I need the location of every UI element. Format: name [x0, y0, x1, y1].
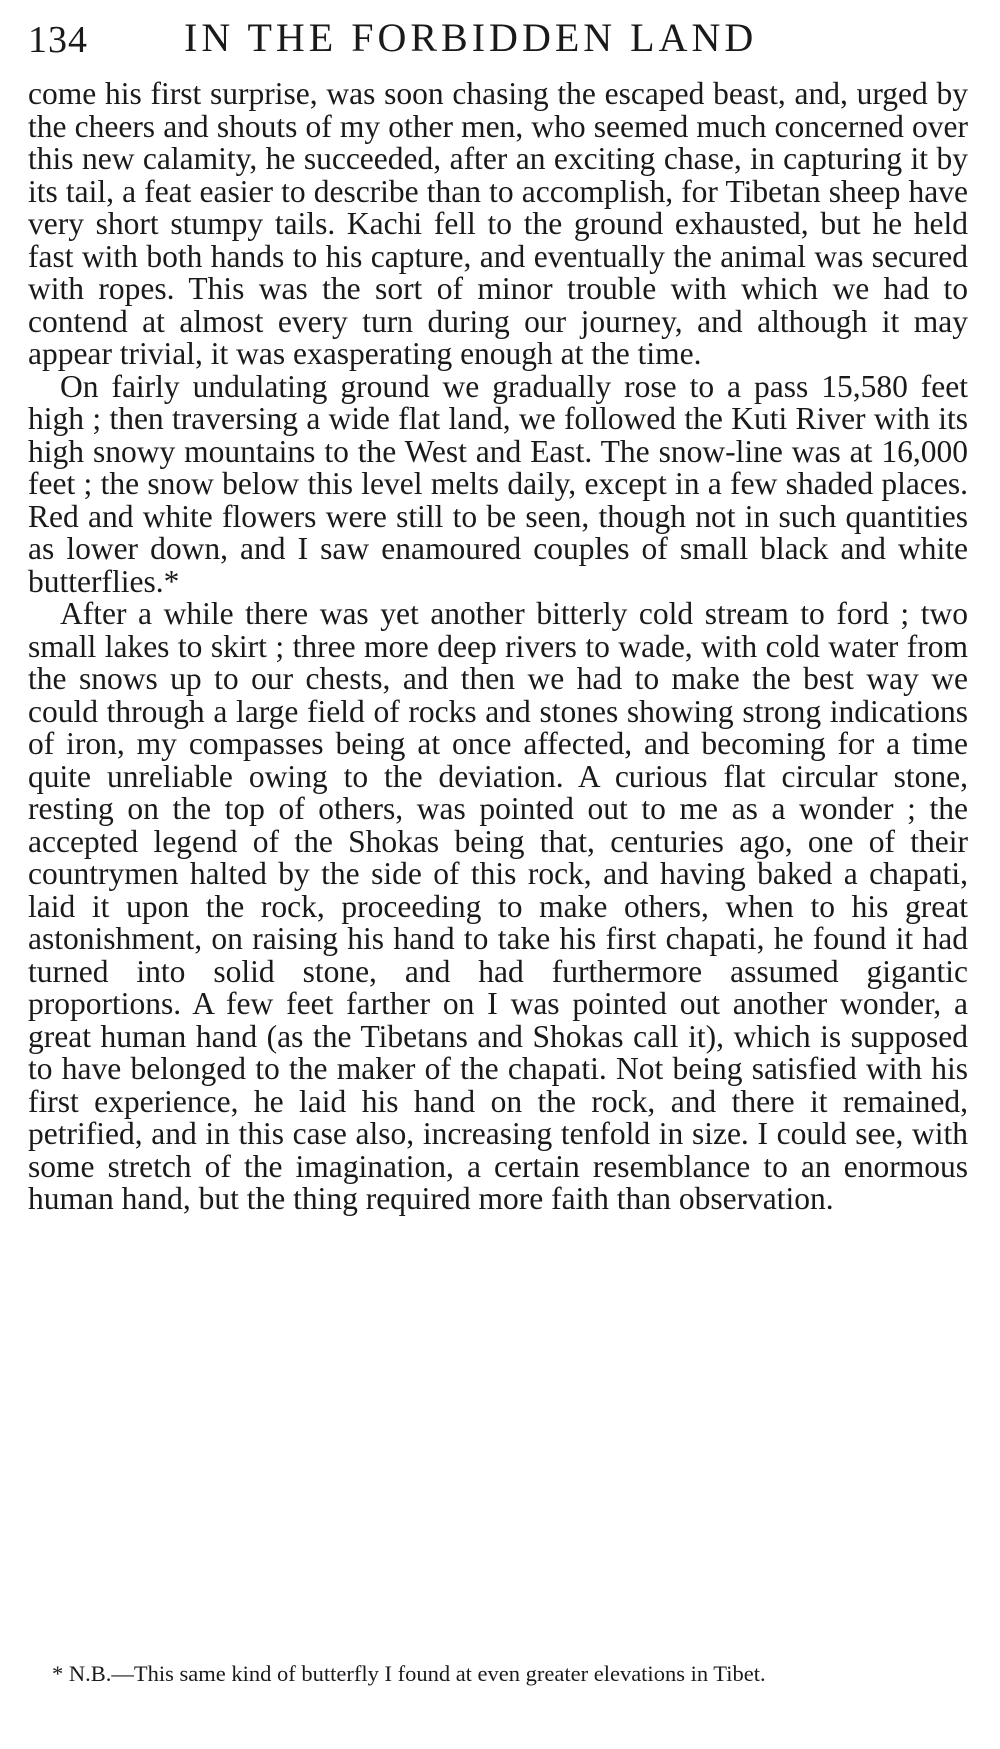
running-head: IN THE FORBIDDEN LAND	[184, 15, 758, 60]
paragraph: On fairly undulating ground we gradually rose to a pass 15,580 feet high ; then traversing a wide flat land, we followed the Kuti River with its high snowy mountains to the West and East. The snow-line was at 16,000 feet ; the snow below this level melts daily, except in a few shaded places. Red and white flowers were still to be seen, though not in such quantities as lower down, and I saw enamoured couples of small black and white butterflies.*	[28, 368, 968, 599]
paragraph: come his first surprise, was soon chasing the escaped beast, and, urged by the cheers and shouts of my other men, who seemed much concerned over this new calamity, he succeeded, after an exciting chase, in capturing it by its tail, a feat easier to describe than to accomplish, for Tibetan sheep have very short stumpy tails. Kachi fell to the ground exhausted, but he held fast with both hands to his capture, and eventually the animal was secured with ropes. This was the sort of minor trouble with which we had to contend at almost every turn during our journey, and although it may appear trivial, it was exasperating enough at the time.	[28, 76, 968, 371]
paragraph: After a while there was yet another bitterly cold stream to ford ; two small lakes to skirt ; three more deep rivers to wade, with cold water from the snows up to our chests, and then we had to make the best way we could through a large field of rocks and stones showing strong indications of iron, my compasses being at once affected, and becoming for a time quite unreliable owing to the deviation. A curious flat circular stone, resting on the top of others, was pointed out to me as a wonder ; the accepted legend of the Shokas being that, centuries ago, one of their countrymen halted by the side of this rock, and having baked a chapati, laid it upon the rock, proceeding to make others, when to his great astonishment, on raising his hand to take his first chapati, he found it had turned into solid stone, and had furthermore assumed gigantic proportions. A few feet farther on I was pointed out another wonder, a great human hand (as the Tibetans and Shokas call it), which is supposed to have belonged to the maker of the chapati. Not being satisfied with his first experience, he laid his hand on the rock, and there it remained, petrified, and in this case also, increasing tenfold in size. I could see, with some stretch of the imagination, a certain resemblance to an enormous human hand, but the thing required more faith than observation.	[28, 596, 968, 1216]
body-text	[28, 78, 968, 1216]
page-header	[28, 14, 968, 64]
page-number: 134	[28, 19, 88, 61]
footnote	[28, 1660, 968, 1687]
footnote-text: * N.B.—This same kind of butterfly I found at even greater elevations in Tibet.	[52, 1661, 766, 1686]
